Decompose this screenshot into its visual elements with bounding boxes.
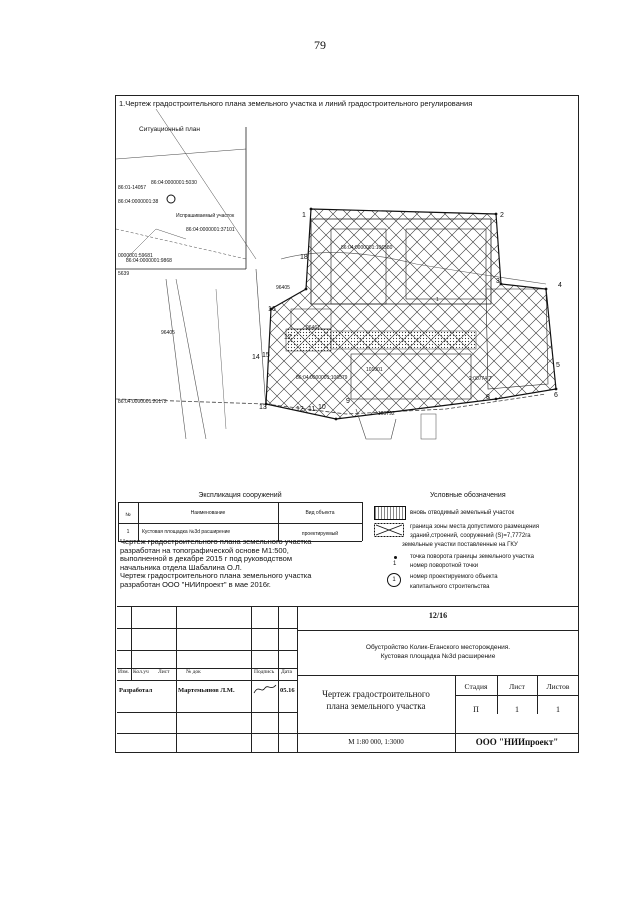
map-label: 96405 — [276, 285, 290, 291]
svg-text:4: 4 — [558, 282, 562, 289]
explication-cell: проектируемый — [301, 531, 339, 537]
svg-text:9: 9 — [346, 398, 350, 405]
svg-text:5: 5 — [556, 362, 560, 369]
stamp-scale: М 1:80 000, 1:3000 — [348, 738, 404, 746]
stamp-stage: П — [473, 705, 479, 714]
explication-cell: Кустовая площадка №3d расширение — [142, 529, 231, 535]
explication-cell: 1 — [126, 529, 130, 535]
notes-block — [120, 538, 311, 590]
map-label: 86:04:0000001:106579 — [296, 375, 348, 381]
note-line: начальника отдела Шабалина О.Л. — [120, 562, 242, 572]
map-label: Испрашиваемый участок — [176, 213, 235, 219]
map-label: 1 — [436, 297, 439, 303]
map-label: 86:04:0000001:9868 — [126, 258, 172, 264]
stamp-stage-header: Стадия — [464, 682, 488, 691]
legend-item: зданий,строений, сооружений (S)=7,7772га — [410, 533, 531, 539]
turning-point-icon — [394, 556, 397, 559]
plan-drawing — [116, 109, 578, 489]
svg-text:8: 8 — [486, 394, 490, 401]
map-label: 5639 — [118, 271, 130, 277]
legend-swatch-zone — [374, 523, 404, 537]
svg-text:12: 12 — [296, 406, 304, 413]
svg-text:17: 17 — [284, 334, 292, 341]
stamp-col-header: № док — [186, 669, 201, 675]
stamp-sheet: 1 — [515, 705, 519, 714]
svg-text:3: 3 — [496, 278, 500, 285]
map-label: 2:00774 — [469, 376, 488, 382]
legend-item: номер проектируемого объекта — [410, 574, 498, 580]
stamp-sheet-title: Чертеж градостроительного — [322, 689, 430, 699]
legend-title: Условные обозначения — [430, 492, 506, 499]
map-label: 86:04:0000001:38 — [118, 199, 159, 205]
stamp-code: 12/16 — [428, 611, 448, 620]
explication-header: Наименование — [190, 510, 226, 516]
explication-header: № — [125, 512, 131, 518]
signature-icon — [253, 682, 277, 696]
svg-text:7: 7 — [488, 376, 492, 383]
object-number-icon: 1 — [387, 573, 401, 587]
svg-text:15: 15 — [262, 352, 270, 359]
stamp-col-header: Дата — [281, 669, 292, 675]
explication-header: Вид объекта — [305, 510, 335, 516]
map-label: 86:04:0000001:5030 — [151, 180, 197, 186]
svg-text:11: 11 — [308, 406, 316, 413]
stamp-developer: Мартемьянов Л.М. — [178, 687, 235, 694]
drawing-title: 1.Чертеж градостроительного плана земельного участка и линий градостроительного регулирования — [119, 99, 473, 108]
stamp-project-line: Обустройство Колик-Еганского месторождения. — [365, 644, 511, 651]
note-line: Чертеж градостроительного плана земельного участка — [120, 537, 312, 546]
stamp-col-header: Подпись — [254, 669, 275, 675]
svg-text:18: 18 — [300, 254, 308, 261]
page-number: 79 — [314, 38, 326, 52]
stamp-sheets-header: Листов — [546, 682, 570, 691]
note-line: Чертеж градостроительного плана земельного участка — [120, 571, 312, 581]
legend-item: вновь отводимый земельный участок — [410, 510, 515, 516]
map-label: 101001 — [366, 367, 383, 373]
stamp-role: Разработал — [119, 687, 153, 694]
note-line: выполненной в декабре 2015 г под руководством — [120, 554, 292, 564]
map-label: 86:04:0000001:37101 — [186, 227, 235, 233]
svg-text:13: 13 — [259, 404, 267, 411]
legend-item: номер поворотной точки — [410, 563, 479, 569]
svg-text:1: 1 — [302, 212, 306, 219]
map-label: 86:04:0000001:106580 — [341, 245, 393, 251]
note-line: разработан ООО "НИИпроект" в мае 2016г. — [120, 579, 271, 589]
stamp-sheet-header: Лист — [509, 682, 525, 691]
map-label: 105792 — [378, 411, 395, 417]
stamp-project-line: Кустовая площадка №3d расширение — [380, 653, 496, 660]
legend-item: точка поворота границы земельного участка — [410, 554, 534, 560]
map-label: 86:04:0000001:20172 — [118, 399, 167, 405]
legend-swatch-plot — [374, 506, 406, 520]
svg-text:10: 10 — [318, 404, 326, 411]
legend-point-number-sample: 1 — [393, 561, 397, 567]
stamp-col-header: Лист — [158, 669, 170, 675]
stamp-company: ООО "НИИпроект" — [475, 737, 559, 747]
svg-text:14: 14 — [252, 354, 260, 361]
svg-text:2: 2 — [500, 212, 504, 219]
stamp-col-header: Кол.уч — [133, 669, 149, 675]
explication-title: Экспликация сооружений — [198, 492, 282, 499]
svg-text:16: 16 — [268, 306, 276, 313]
allotted-plot — [266, 209, 556, 419]
legend-item: граница зоны места допустимого размещения — [410, 524, 540, 530]
stamp-sheets: 1 — [556, 705, 560, 714]
stamp-date: 05.16 — [280, 687, 295, 694]
stamp-sheet-title: плана земельного участка — [326, 701, 426, 711]
legend-item: капитального строительства — [410, 584, 490, 590]
svg-text:6: 6 — [554, 392, 558, 399]
stamp-col-header: Изм. — [118, 669, 129, 675]
map-label: 96467 — [306, 325, 320, 331]
legend-item: земельные участки поставленные на ГКУ — [402, 542, 518, 548]
situation-plan-label: Ситуационный план — [139, 126, 200, 133]
map-label: 96405 — [161, 330, 175, 336]
note-line: разработан на топографической основе М1:500, — [120, 545, 289, 555]
map-label: 86:01-14057 — [118, 185, 147, 191]
map-label: 0000001:59681 — [118, 253, 153, 259]
